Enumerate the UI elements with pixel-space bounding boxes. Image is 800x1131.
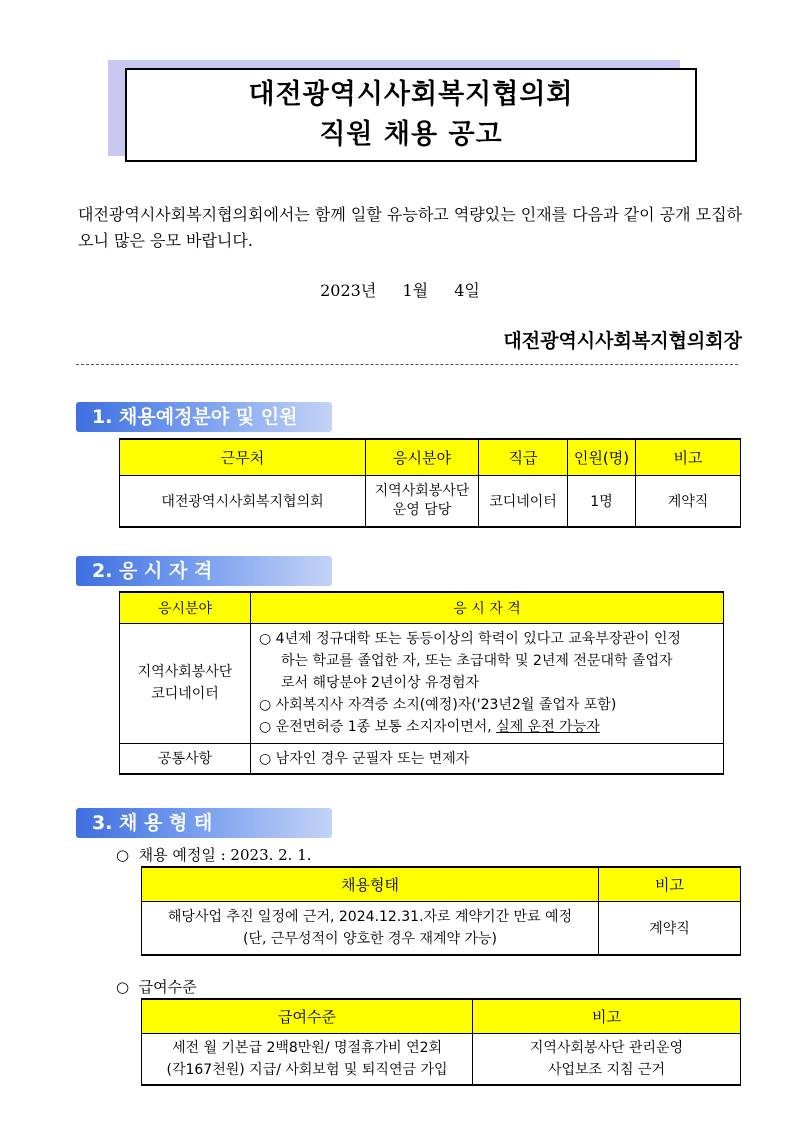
cell-field-line-1: 지역사회봉사단: [374, 482, 470, 499]
qual-item-3-underlined: 실제 운전 가능자: [496, 719, 600, 735]
header-workplace: 근무처: [120, 439, 366, 475]
employ-type-cell: [142, 901, 599, 955]
cell-workplace: 대전광역시사회복지협의회: [120, 475, 366, 527]
qual-field-line-1: 지역사회봉사단: [137, 664, 233, 680]
employ-line-2: (단, 근무성적이 양호한 경우 재계약 가능): [242, 930, 497, 947]
section-1-heading: 1. 채용예정분야 및 인원: [76, 402, 332, 432]
salary-label: ○ 급여수준: [116, 978, 197, 996]
employment-table: [141, 866, 741, 956]
salary-note-line-1: 지역사회봉사단 관리운영: [529, 1039, 684, 1056]
qual-item-3-prefix: ○ 운전면허증 1종 보통 소지자이면서,: [259, 719, 497, 735]
salary-cell: [142, 1033, 473, 1085]
start-date: ○ 채용 예정일 : 2023. 2. 1.: [116, 846, 312, 864]
cell-count: 1명: [568, 475, 636, 527]
header-qual-field: 응시분야: [120, 592, 251, 623]
employ-line-1: 해당사업 추진 일정에 근거, 2024.12.31.자로 계약기간 만료 예정: [167, 908, 573, 925]
header-employ-type: 채용형태: [142, 867, 599, 901]
header-count: 인원(명): [568, 439, 636, 475]
qual-field-line-2: 코디네이터: [151, 686, 219, 702]
header-note: 비고: [636, 439, 741, 475]
intro-paragraph: 대전광역시사회복지협의회에서는 함께 일할 유능하고 역량있는 인재를 다음과 같이 공개 모집하오니 많은 응모 바랍니다.: [78, 205, 743, 250]
header-field: 응시분야: [366, 439, 479, 475]
qualification-table: [119, 591, 724, 775]
header-employ-note: 비고: [599, 867, 741, 901]
salary-note-line-2: 사업보조 지침 근거: [547, 1061, 666, 1078]
salary-note-cell: [473, 1033, 741, 1085]
common-label: 공통사항: [120, 743, 251, 774]
qual-list: [251, 623, 724, 743]
cell-field-line-2: 운영 담당: [392, 501, 452, 518]
qual-item-1-cont2: 로서 해당분야 2년이상 유경험자: [281, 675, 480, 691]
signature: 대전광역시사회복지협의회장: [503, 330, 742, 352]
cell-field: [366, 475, 479, 527]
header-salary-note: 비고: [473, 999, 741, 1033]
recruitment-table: [119, 438, 741, 528]
qual-item-1: ○ 4년제 정규대학 또는 동등이상의 학력이 있다고 교육부장관이 인정: [259, 631, 681, 647]
header-salary: 급여수준: [142, 999, 473, 1033]
title-line-2: 직원 채용 공고: [319, 119, 503, 150]
qual-field-cell: [120, 623, 251, 743]
section-2-heading: 2. 응 시 자 격: [76, 556, 332, 586]
title-box: [125, 68, 697, 162]
salary-line-1: 세전 월 기본급 2백8만원/ 명절휴가비 연2회: [171, 1039, 443, 1056]
salary-line-2: (각167천원) 지급/ 사회보험 및 퇴직연금 가입: [166, 1061, 448, 1078]
qual-item-3: [259, 716, 723, 738]
divider: [76, 364, 738, 365]
qual-item-2: ○ 사회복지사 자격증 소지(예정)자('23년2월 졸업자 포함): [259, 697, 617, 713]
section-3-heading: 3. 채 용 형 태: [76, 808, 332, 838]
employ-note-cell: 계약직: [599, 901, 741, 955]
qual-item-1-cont: 하는 학교를 졸업한 자, 또는 초급대학 및 2년제 전문대학 졸업자: [281, 653, 673, 669]
title-line-1: 대전광역시사회복지협의회: [248, 79, 574, 110]
announcement-date: 2023년 1월 4일: [320, 281, 480, 300]
cell-note: 계약직: [636, 475, 741, 527]
header-grade: 직급: [479, 439, 568, 475]
common-value: ○ 남자인 경우 군필자 또는 면제자: [251, 743, 724, 774]
header-qualification: 응 시 자 격: [251, 592, 724, 623]
salary-table: [141, 998, 741, 1086]
cell-grade: 코디네이터: [479, 475, 568, 527]
